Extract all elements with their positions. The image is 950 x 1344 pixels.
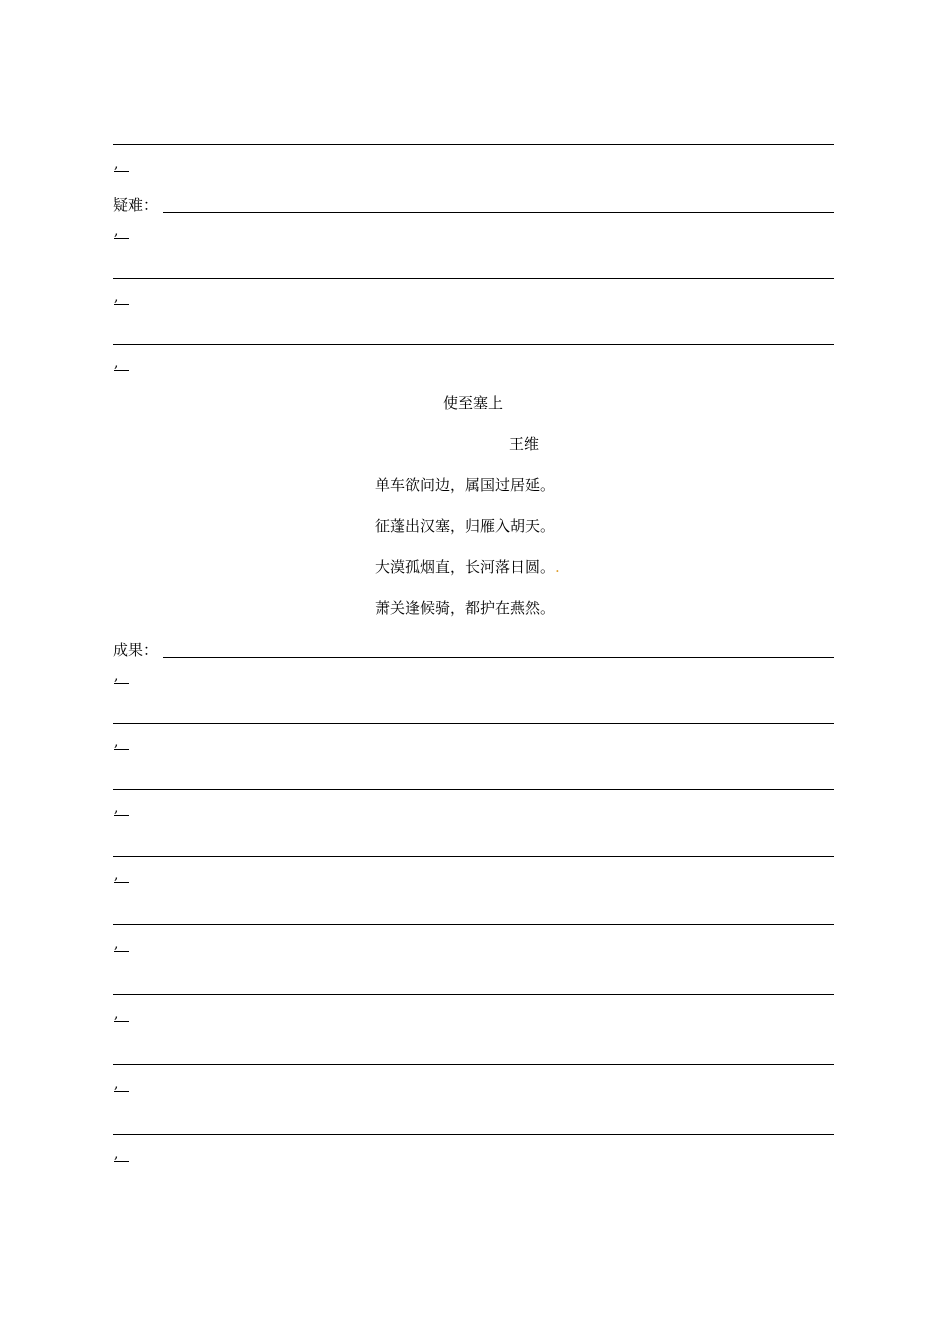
poem-line-2: 征蓬出汉塞，归雁入胡天。: [375, 517, 556, 535]
answer-line: [113, 723, 834, 724]
blank-mark: ,: [114, 938, 130, 952]
blank-mark: ,: [114, 802, 130, 816]
blank-mark: ,: [114, 291, 130, 305]
answer-line: [113, 994, 834, 995]
blank-mark: ,: [114, 158, 130, 172]
blank-mark: ,: [114, 670, 130, 684]
poem-line-1: 单车欲问边，属国过居延。: [375, 476, 556, 494]
doubt-label: 疑难：: [113, 196, 159, 214]
answer-line: [113, 344, 834, 345]
dot-mark-icon: .: [555, 558, 560, 576]
blank-mark: ,: [114, 357, 130, 371]
answer-line: [113, 856, 834, 857]
result-answer-line: [163, 657, 834, 658]
poem-line-3-text: 大漠孤烟直，长河落日圆。: [375, 558, 556, 576]
poem-title: 使至塞上: [443, 394, 504, 412]
answer-line: [113, 1064, 834, 1065]
blank-mark: ,: [114, 1078, 130, 1092]
result-label: 成果：: [113, 641, 159, 659]
doubt-answer-line: [163, 212, 834, 213]
answer-line: [113, 278, 834, 279]
answer-line: [113, 789, 834, 790]
poem-line-4: 萧关逢候骑，都护在燕然。: [375, 599, 556, 617]
poem-line-3: [375, 558, 560, 576]
answer-line: [113, 924, 834, 925]
blank-mark: ,: [114, 869, 130, 883]
answer-line: [113, 144, 834, 145]
poem-author: 王维: [509, 435, 540, 453]
blank-mark: ,: [114, 1008, 130, 1022]
blank-mark: ,: [114, 736, 130, 750]
blank-mark: ,: [114, 1148, 130, 1162]
blank-mark: ,: [114, 225, 130, 239]
answer-line: [113, 1134, 834, 1135]
